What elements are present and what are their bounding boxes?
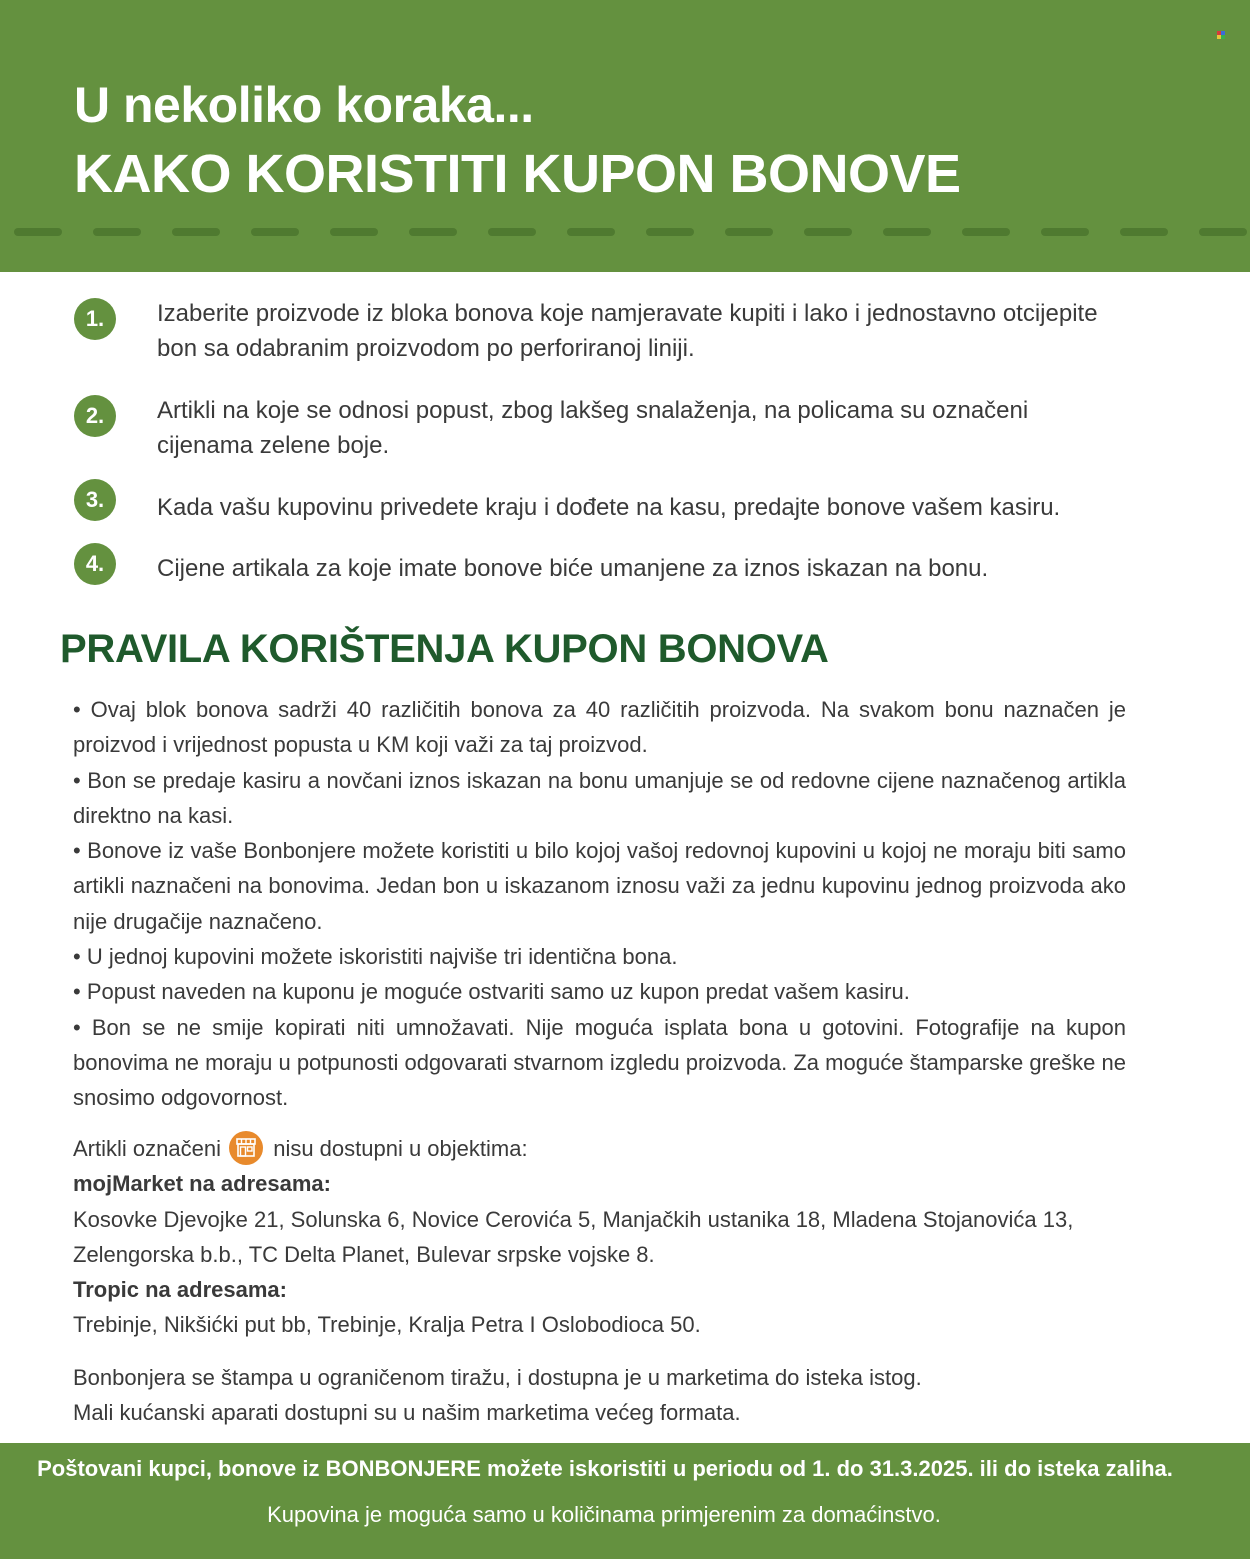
rules-title: PRAVILA KORIŠTENJA KUPON BONOVA bbox=[60, 627, 829, 671]
perforation-dash bbox=[14, 228, 62, 236]
perforation-dash bbox=[962, 228, 1010, 236]
perforation-dash bbox=[409, 228, 457, 236]
perforation-dash bbox=[172, 228, 220, 236]
header-title-line1: U nekoliko koraka... bbox=[74, 77, 534, 133]
mojmarket-addresses: Kosovke Djevojke 21, Solunska 6, Novice Cerovića 5, Manjačkih ustanika 18, Mladena Stojanovića 13, Zelengorska b.b., TC Delta Planet, Bulevar srpske vojske 8. bbox=[73, 1206, 1074, 1267]
header-title-line2: KAKO KORISTITI KUPON BONOVE bbox=[74, 144, 961, 204]
rule-item: • Popust naveden na kuponu je moguće ostvariti samo uz kupon predat vašem kasiru. bbox=[73, 979, 910, 1005]
step-text: Izaberite proizvode iz bloka bonova koje namjeravate kupiti i lako i jednostavno otcijepite bon sa odabranim proizvodom po perforiranoj liniji. bbox=[157, 300, 1098, 362]
header-banner bbox=[0, 0, 1250, 272]
rules-list bbox=[73, 692, 1126, 1116]
availability-intro bbox=[73, 1131, 1143, 1166]
perforation-dash bbox=[251, 228, 299, 236]
perforation-dash bbox=[1120, 228, 1168, 236]
perforated-line bbox=[14, 228, 1250, 237]
footer-banner bbox=[0, 1443, 1250, 1559]
rule-item: • Bon se predaje kasiru a novčani iznos iskazan na bonu umanjuje se od redovne cijene naznačenog artikla direktno na kasi. bbox=[73, 767, 1126, 828]
availability-intro-after: nisu dostupni u objektima: bbox=[273, 1136, 528, 1161]
perforation-dash bbox=[725, 228, 773, 236]
corner-color-mark bbox=[1217, 31, 1225, 39]
perforation-dash bbox=[646, 228, 694, 236]
perforation-dash bbox=[883, 228, 931, 236]
perforation-dash bbox=[1041, 228, 1089, 236]
step-number-badge: 1. bbox=[74, 298, 116, 340]
step-number-badge: 2. bbox=[74, 395, 116, 437]
availability-intro-before: Artikli označeni bbox=[73, 1136, 221, 1161]
rule-item: • U jednoj kupovini možete iskoristiti najviše tri identična bona. bbox=[73, 944, 678, 970]
tropic-addresses: Trebinje, Nikšićki put bb, Trebinje, Kralja Petra I Oslobodioca 50. bbox=[73, 1312, 701, 1338]
footer-validity-pre: Poštovani kupci, bonove iz bbox=[37, 1456, 326, 1481]
mojmarket-heading: mojMarket na adresama: bbox=[73, 1171, 331, 1197]
footer-quantity-note: Kupovina je moguća samo u količinama primjerenim za domaćinstvo. bbox=[267, 1502, 941, 1527]
perforation-dash bbox=[330, 228, 378, 236]
step-text: Kada vašu kupovinu privedete kraju i dođete na kasu, predajte bonove vašem kasiru. bbox=[157, 494, 1061, 521]
footer-validity-brand: BONBONJERE bbox=[325, 1456, 481, 1481]
tropic-heading: Tropic na adresama: bbox=[73, 1277, 287, 1303]
note-line: Bonbonjera se štampa u ograničenom tiražu, i dostupna je u marketima do isteka istog. bbox=[73, 1365, 922, 1390]
perforation-dash bbox=[1199, 228, 1247, 236]
footer-validity-text bbox=[0, 1456, 1210, 1482]
step-number-badge: 4. bbox=[74, 543, 116, 585]
step-number-badge: 3. bbox=[74, 479, 116, 521]
perforation-dash bbox=[804, 228, 852, 236]
step-text: Cijene artikala za koje imate bonove biće umanjene za iznos iskazan na bonu. bbox=[157, 555, 989, 582]
note-line: Mali kućanski aparati dostupni su u našim marketima većeg formata. bbox=[73, 1400, 741, 1426]
rule-item: • Bon se ne smije kopirati niti umnožavati. Nije moguća isplata bona u gotovini. Fotografije na kupon bonovima ne moraju u potpunosti odgovarati stvarnom izgledu proizvoda. Za moguće štamparske greške ne snosimo odgovornost. bbox=[73, 1014, 1126, 1111]
rule-item: • Bonove iz vaše Bonbonjere možete koristiti u bilo kojoj vašoj redovnoj kupovini u kojoj ne moraju biti samo artikli naznačeni na bonovima. Jedan bon u iskazanom iznosu važi za jednu kupovinu jednog proizvoda ako nije drugačije naznačeno. bbox=[73, 838, 1126, 934]
footer-validity-post: možete iskoristiti u periodu od 1. do 31.3.2025. ili do isteka zaliha. bbox=[480, 1456, 1173, 1481]
perforation-dash bbox=[488, 228, 536, 236]
availability-section bbox=[73, 1131, 1143, 1343]
notes-section bbox=[73, 1360, 1143, 1431]
shop-icon bbox=[229, 1131, 263, 1165]
step-text: Artikli na koje se odnosi popust, zbog lakšeg snalaženja, na policama su označeni cijenama zelene boje. bbox=[157, 397, 1029, 459]
perforation-dash bbox=[567, 228, 615, 236]
rule-item: • Ovaj blok bonova sadrži 40 različitih bonova za 40 različitih proizvoda. Na svakom bonu naznačen je proizvod i vrijednost popusta u KM koji važi za taj proizvod. bbox=[73, 697, 1126, 758]
perforation-dash bbox=[93, 228, 141, 236]
